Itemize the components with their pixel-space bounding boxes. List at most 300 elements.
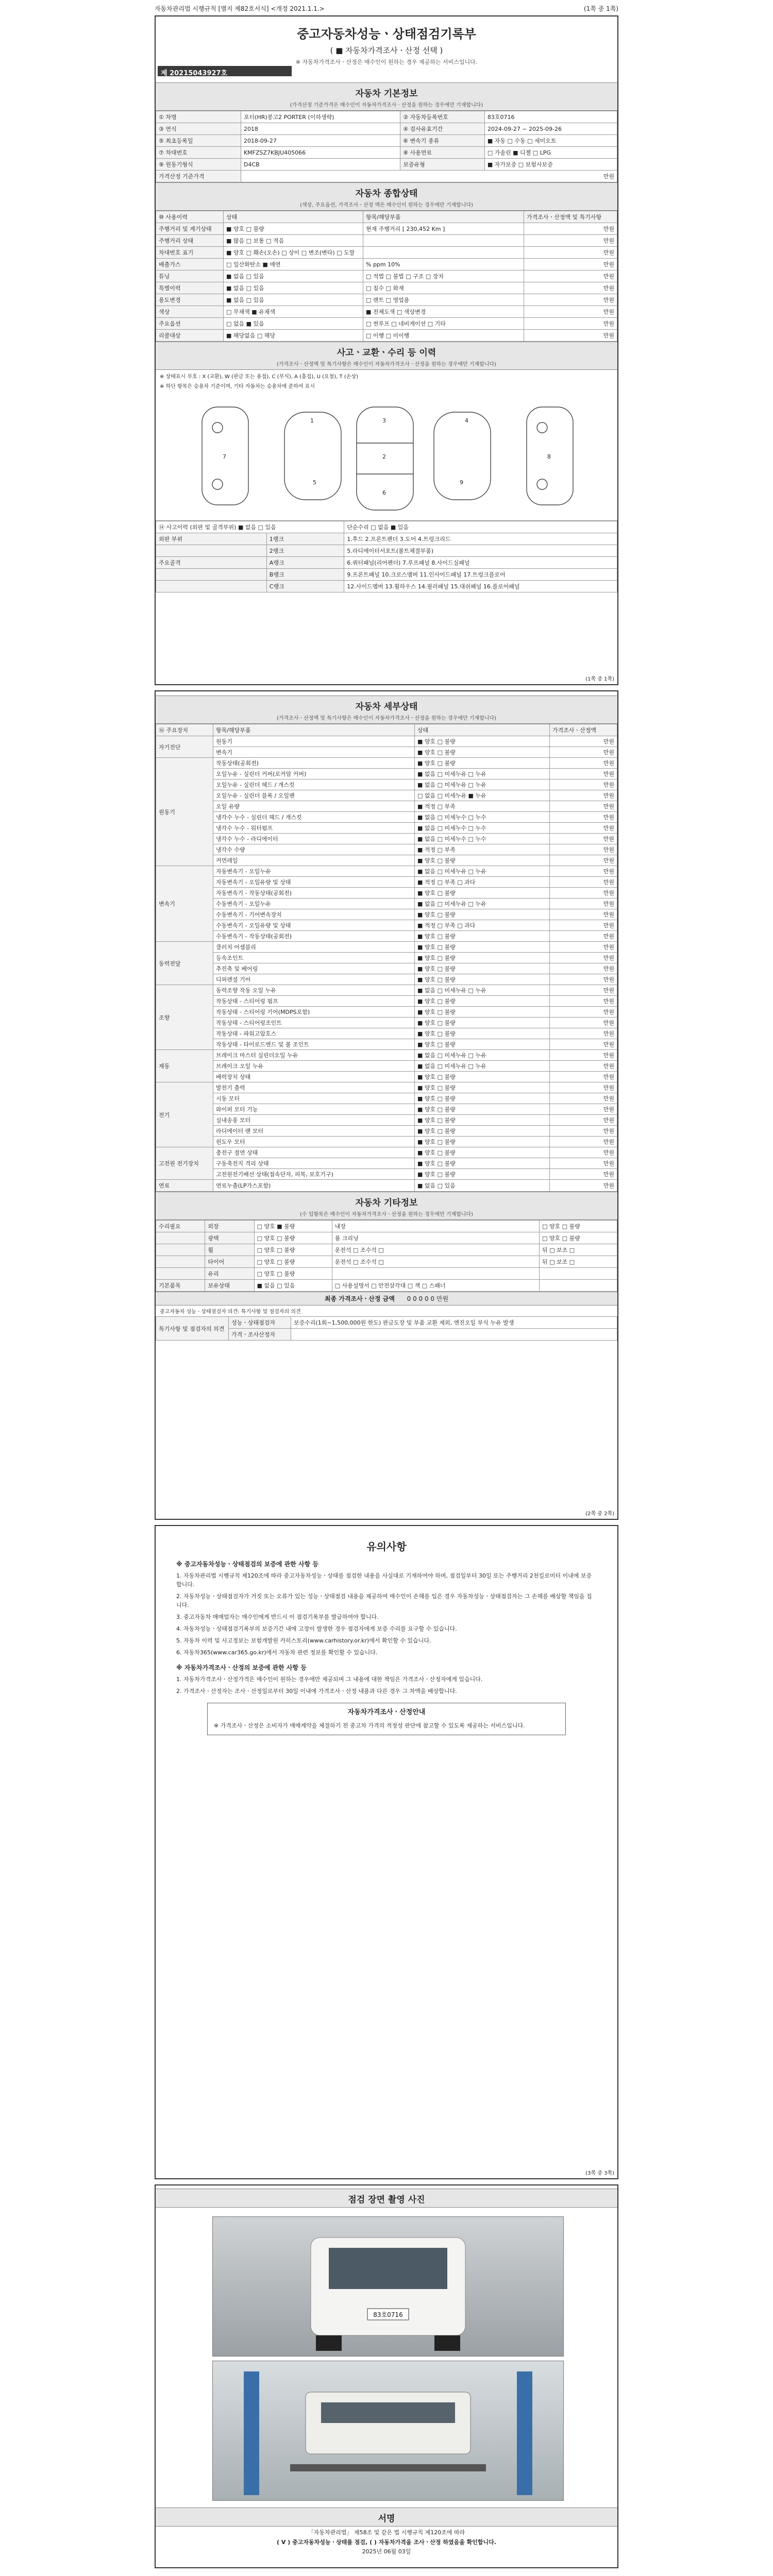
item-label: 디퍼렌셜 기어 <box>213 974 415 985</box>
value-cell: □ 양호 □ 불량 <box>254 1268 332 1280</box>
column-header: ⑯ 주요장치 <box>156 724 213 736</box>
table-row <box>156 866 617 877</box>
item-status: ■ 양호 □ 불량 <box>415 1072 550 1082</box>
item-label: 자동변속기 - 오일누유 <box>213 866 415 877</box>
table-row <box>156 1093 617 1104</box>
table-row <box>156 569 617 581</box>
table-row <box>156 1039 617 1050</box>
table-row <box>156 270 617 282</box>
value-cell: D4CB <box>241 159 400 171</box>
table-row <box>156 899 617 909</box>
item-label: 작동상태 - 스티어링조인트 <box>213 1018 415 1028</box>
label-cell: ① 차명 <box>156 111 241 123</box>
appraisal-guide-text: ※ 가격조사ㆍ산정은 소비자가 매매계약을 체결하기 전 중고차 가격의 적정성 판단에 참고할 수 있도록 제공하는 서비스입니다. <box>214 1722 525 1730</box>
caution-item: 1. 자동차관리법 시행규칙 제120조에 따라 중고자동차성능ㆍ상태를 점검한 내용을 사실대로 기재하여야 하며, 점검일부터 30일 또는 주행거리 2천킬로미터 이내에 보증합니다. <box>176 1572 592 1588</box>
item-status: ■ 양호 □ 불량 <box>415 942 550 953</box>
accident-table <box>156 521 617 592</box>
signature-date: 2025년 06월 03일 <box>362 2548 411 2555</box>
table-row <box>156 1280 617 1292</box>
value-cell: □ 양호 □ 불량 <box>539 1232 617 1244</box>
price-cell: 만원 <box>550 963 617 974</box>
item-label: 발전기 출력 <box>213 1082 415 1093</box>
item-label: 오일 유량 <box>213 801 415 812</box>
price-cell: 만원 <box>550 953 617 963</box>
item-status: ■ 양호 □ 불량 <box>415 963 550 974</box>
item-status: ■ 양호 □ 불량 <box>415 855 550 866</box>
table-row <box>156 1244 617 1256</box>
price-cell: 만원 <box>550 1180 617 1192</box>
item-label: 작동상태 - 파워고압호스 <box>213 1028 415 1039</box>
price-cell: 만원 <box>550 899 617 909</box>
value-cell <box>539 1268 617 1280</box>
price-cell: 만원 <box>550 1115 617 1126</box>
accident-history-note: (가격조사ㆍ산정액 및 특기사항은 매수인이 자동차가격조사ㆍ산정을 원하는 경우에만 기재합니다) <box>276 362 497 367</box>
price-cell: 만원 <box>550 1158 617 1169</box>
value-cell: □ 양호 □ 불량 <box>254 1244 332 1256</box>
price-cell: 만원 <box>550 747 617 758</box>
page-footer: (3쪽 중 3쪽) <box>585 2171 614 2176</box>
item-label: 작동상태 - 스티어링 펌프 <box>213 996 415 1007</box>
value-cell: □ 침수 □ 화재 <box>363 282 524 294</box>
caution-item: 1. 자동차가격조사ㆍ산정가격은 매수인이 원하는 경우에만 제공되며 그 내용에 대한 책임은 가격조사ㆍ산정자에게 있습니다. <box>176 1676 483 1683</box>
legend-text-2: ※ 하단 항목은 승용차 기준이며, 기타 자동차는 승용차에 준하여 표시 <box>160 384 315 389</box>
label-cell: 배출가스 <box>156 259 224 270</box>
value-cell: 6.쿼터패널(리어펜더) 7.루프패널 8.사이드실패널 <box>344 557 617 569</box>
table-row <box>156 1018 617 1028</box>
final-price-label: 최종 가격조사ㆍ산정 금액 <box>324 1295 395 1302</box>
appraiser-opinion <box>291 1329 617 1341</box>
item-status: ■ 적정 □ 부족 <box>415 844 550 855</box>
price-cell: 만원 <box>550 1007 617 1018</box>
value-cell: 5.라디에이터서포트(볼트체결부품) <box>344 545 617 557</box>
sheet-1 <box>155 15 618 685</box>
column-header: 가격조사ㆍ산정액 <box>550 724 617 736</box>
document-number: 제 20215043927호 <box>158 66 292 76</box>
basic-info-table <box>156 111 617 182</box>
item-label: 실내송풍 모터 <box>213 1115 415 1126</box>
item-label: 작동상태 - 스티어링 기어(MDPS포함) <box>213 1007 415 1018</box>
table-row <box>156 736 617 747</box>
value-cell: □ 적법 □ 불법 □ 구조 □ 장치 <box>363 270 524 282</box>
table-row <box>156 996 617 1007</box>
item-status: ■ 없음 □ 미세누유 □ 누유 <box>415 769 550 779</box>
price-cell: 만원 <box>550 736 617 747</box>
simple-repair-row: 단순수리 □ 없음 ■ 있음 <box>344 521 617 533</box>
item-status: ■ 없음 □ 미세누유 □ 누유 <box>415 866 550 877</box>
item-label: 배력장치 상태 <box>213 1072 415 1082</box>
detail-status-table <box>156 724 617 1192</box>
group-label: 전기 <box>156 1082 213 1147</box>
price-cell: 만원 <box>524 235 617 247</box>
label-cell: 1랭크 <box>266 533 344 545</box>
sheet-2 <box>155 690 618 1520</box>
table-row <box>156 533 617 545</box>
price-cell: 만원 <box>524 270 617 282</box>
basic-info-header <box>156 82 617 111</box>
item-label: 고전원전기배선 상태(접속단자, 피복, 보호기구) <box>213 1169 415 1180</box>
price-cell: 만원 <box>550 985 617 996</box>
opinion-table <box>156 1316 617 1341</box>
group-label: 제동 <box>156 1050 213 1082</box>
item-status: ■ 양호 □ 불량 <box>415 736 550 747</box>
price-cell: 만원 <box>550 834 617 844</box>
item-status: ■ 없음 □ 미세누유 □ 누유 <box>415 899 550 909</box>
caution-section-2: ※ 자동차가격조사ㆍ산정의 보증에 관한 사항 등 <box>176 1664 307 1672</box>
signature-title: 서명 <box>378 2514 395 2524</box>
svg-text:6: 6 <box>382 489 386 496</box>
signature-header <box>156 2507 617 2527</box>
price-cell: 만원 <box>550 1039 617 1050</box>
signature-text-2: ( V ) 중고자동차성능ㆍ상태를 점검, ( ) 자동차가격을 조사ㆍ산정 하였음을 확인합니다. <box>277 2538 496 2546</box>
item-status: ■ 양호 □ 불량 <box>415 1018 550 1028</box>
value-cell: □ 무채색 ■ 유채색 <box>224 306 363 318</box>
table-row <box>156 888 617 899</box>
item-status: ■ 없음 □ 미세누수 □ 누수 <box>415 812 550 823</box>
table-row <box>156 920 617 931</box>
label-cell: 광택 <box>205 1232 254 1244</box>
value-cell: ■ 양호 □ 불량 <box>224 223 363 235</box>
label-cell: ⑨ 원동기형식 <box>156 159 241 171</box>
photo-title: 점검 장면 촬영 사진 <box>348 2195 425 2205</box>
label-cell: 리콜대상 <box>156 330 224 342</box>
item-label: 냉각수 수량 <box>213 844 415 855</box>
column-header: 상태 <box>415 724 550 736</box>
table-row <box>156 171 617 182</box>
price-cell: 만원 <box>524 330 617 342</box>
label-cell: B랭크 <box>266 569 344 581</box>
price-cell: 만원 <box>550 974 617 985</box>
table-row <box>156 747 617 758</box>
price-cell: 만원 <box>550 801 617 812</box>
table-row <box>156 844 617 855</box>
value-cell: ■ 전체도색 □ 색상변경 <box>363 306 524 318</box>
table-row <box>156 1221 617 1232</box>
overall-status-title: 자동차 종합상태 <box>355 189 418 199</box>
price-cell: 만원 <box>550 823 617 834</box>
column-header: 항목/해당부품 <box>363 211 524 223</box>
appraiser-label: 가격ㆍ조사산정자 <box>229 1329 291 1341</box>
basic-info-note: (가격산정 기준가격은 매수인이 자동차가격조사 · 산정을 원하는 경우에만 기재합니다) <box>290 103 483 108</box>
value-cell: ■ 없음 □ 있음 <box>224 294 363 306</box>
item-label: 수동변속기 - 기어변속장치 <box>213 909 415 920</box>
sheet-3 <box>155 1525 618 2179</box>
table-row <box>156 1137 617 1147</box>
label-cell <box>156 1268 205 1280</box>
value-cell: 포터(HR)봉고2 PORTER (이하생략) <box>241 111 400 123</box>
price-cell: 만원 <box>524 223 617 235</box>
price-cell: 만원 <box>550 1082 617 1093</box>
item-status: ■ 양호 □ 불량 <box>415 1147 550 1158</box>
price-cell: 만원 <box>550 1147 617 1158</box>
value-cell: 내장 <box>332 1221 539 1232</box>
item-status: ■ 양호 □ 불량 <box>415 1115 550 1126</box>
opinion-label: 특기사항 및 점검자의 의견 <box>156 1317 229 1341</box>
price-label: 가격산정 기준가격 <box>156 171 241 182</box>
table-row <box>156 974 617 985</box>
label-cell: ③ 연식 <box>156 123 241 135</box>
table-header-row <box>156 211 617 223</box>
table-row <box>156 1256 617 1268</box>
value-cell: □ 없음 ■ 있음 <box>224 318 363 330</box>
caution-section-1: ※ 중고자동차성능ㆍ상태점검의 보증에 관한 사항 등 <box>176 1561 318 1568</box>
label-cell: ② 자동차등록번호 <box>400 111 485 123</box>
item-label: 자동변속기 - 작동상태(공회전) <box>213 888 415 899</box>
svg-text:5: 5 <box>313 479 316 486</box>
legend-text: ※ 상태표시 부호 : X (교환), W (판금 또는 용접), C (부식), A (흠집), U (요철), T (손상) <box>160 374 359 380</box>
table-row <box>156 758 617 769</box>
value-cell: ■ 없음 □ 있음 <box>224 282 363 294</box>
table-row <box>156 1115 617 1126</box>
group-label: 조향 <box>156 985 213 1050</box>
group-label: 연료 <box>156 1180 213 1192</box>
item-label: 수동변속기 - 작동상태(공회전) <box>213 931 415 942</box>
price-cell: 만원 <box>550 1018 617 1028</box>
label-cell: ⑤ 최초등록일 <box>156 135 241 147</box>
table-row <box>156 1147 617 1158</box>
price-cell: 만원 <box>524 259 617 270</box>
item-label: 냉각수 누수 - 워터펌프 <box>213 823 415 834</box>
page-footer: (1쪽 중 1쪽) <box>585 676 614 682</box>
price-cell: 만원 <box>524 294 617 306</box>
item-status: ■ 양호 □ 불량 <box>415 1158 550 1169</box>
price-cell: 만원 <box>550 877 617 888</box>
table-row <box>156 123 617 135</box>
appraisal-guide-box <box>207 1703 566 1735</box>
lift-photo-illustration <box>213 2361 563 2500</box>
item-status: ■ 양호 □ 불량 <box>415 1028 550 1039</box>
item-label: 수동변속기 - 오일유량 및 상태 <box>213 920 415 931</box>
item-status: ■ 적정 □ 부족 <box>415 801 550 812</box>
detail-status-title: 자동차 세부상태 <box>355 702 418 712</box>
price-cell: 만원 <box>550 855 617 866</box>
label-cell: 주행거리 상태 <box>156 235 224 247</box>
label-cell <box>156 1244 205 1256</box>
table-row <box>156 1317 617 1329</box>
label-cell: 용도변경 <box>156 294 224 306</box>
signature-text-1: 「자동차관리법」 제58조 및 같은 법 시행규칙 제120조에 따라 <box>308 2529 465 2536</box>
value-cell: ■ 없음 □ 있음 <box>224 270 363 282</box>
car-diagram <box>156 392 617 521</box>
item-status: ■ 양호 □ 불량 <box>415 1104 550 1115</box>
table-row <box>156 1061 617 1072</box>
table-row <box>156 294 617 306</box>
label-cell: 주요옵션 <box>156 318 224 330</box>
item-status: ■ 없음 □ 미세누수 □ 누수 <box>415 834 550 844</box>
value-cell: 83호0716 <box>484 111 617 123</box>
overall-status-header <box>156 182 617 211</box>
table-row <box>156 111 617 123</box>
table-row <box>156 1050 617 1061</box>
table-row <box>156 1072 617 1082</box>
item-label: 라디에이터 팬 모터 <box>213 1126 415 1137</box>
item-label: 와이퍼 모터 기능 <box>213 1104 415 1115</box>
basic-info-title: 자동차 기본정보 <box>355 89 418 99</box>
column-header: 상태 <box>224 211 363 223</box>
label-cell: 주요골격 <box>156 557 267 569</box>
label-cell <box>156 1256 205 1268</box>
value-cell: 뒤 □ 보조 □ <box>539 1244 617 1256</box>
table-row <box>156 779 617 790</box>
label-cell <box>156 569 267 581</box>
label-cell: 보유상태 <box>205 1280 254 1292</box>
other-info-header <box>156 1192 617 1220</box>
svg-text:7: 7 <box>223 453 226 460</box>
page-subtitle: ( ■ 자동차가격조사ㆍ산정 선택 ) <box>330 46 443 55</box>
value-cell: 운전석 □ 조수석 □ <box>332 1244 539 1256</box>
price-cell: 만원 <box>524 318 617 330</box>
value-cell: □ 렌트 □ 영업용 <box>363 294 524 306</box>
item-status: ■ 양호 □ 불량 <box>415 1093 550 1104</box>
value-cell: ■ 없음 □ 있음 <box>254 1280 332 1292</box>
car-front-view <box>284 412 341 500</box>
table-row <box>156 306 617 318</box>
table-row <box>156 581 617 592</box>
table-row <box>156 1180 617 1192</box>
svg-text:4: 4 <box>465 417 468 424</box>
value-cell: ■ 자가보증 □ 보험사보증 <box>484 159 617 171</box>
table-row <box>156 135 617 147</box>
caution-title: 유의사항 <box>366 1540 407 1553</box>
value-cell: 2018 <box>241 123 400 135</box>
item-status: ■ 없음 □ 미세누수 □ 누수 <box>415 823 550 834</box>
value-cell: 2024-09-27 ~ 2025-09-26 <box>484 123 617 135</box>
item-status: ■ 양호 □ 불량 <box>415 1007 550 1018</box>
value-cell: ■ 해당없음 □ 해당 <box>224 330 363 342</box>
group-label: 자기진단 <box>156 736 213 758</box>
table-row <box>156 147 617 159</box>
table-row <box>156 1104 617 1115</box>
accident-row: ⑭ 사고이력 (외판 및 골격부위) ■ 없음 □ 있음 <box>156 521 344 533</box>
table-row <box>156 877 617 888</box>
vehicle-front-photo <box>212 2216 564 2357</box>
appraisal-guide-title: 자동차가격조사ㆍ산정안내 <box>347 1708 426 1717</box>
table-row <box>156 953 617 963</box>
value-cell: 2018-09-27 <box>241 135 400 147</box>
item-label: 동력조향 작동 오일 누유 <box>213 985 415 996</box>
item-status: ■ 적정 □ 부족 □ 과다 <box>415 920 550 931</box>
table-row <box>156 521 617 533</box>
price-cell: 만원 <box>550 1126 617 1137</box>
price-cell: 만원 <box>550 920 617 931</box>
table-row <box>156 985 617 996</box>
value-cell: 뒤 □ 보조 □ <box>539 1256 617 1268</box>
price-cell: 만원 <box>524 282 617 294</box>
signature-block <box>156 2528 617 2557</box>
inspector-opinion: 보증수리(1회~1,500,000원 한도) 판금도장 및 부품 교환 제외, 엔진오일 부식 누유 발생 <box>291 1317 617 1329</box>
label-cell: 기본품목 <box>156 1280 205 1292</box>
item-status: ■ 양호 □ 불량 <box>415 1126 550 1137</box>
value-cell: 12.사이드멤버 13.휠하우스 14.필러패널 15.대쉬패널 16.플로어패널 <box>344 581 617 592</box>
label-cell: 유리 <box>205 1268 254 1280</box>
item-status: □ 없음 □ 미세누유 ■ 누유 <box>415 790 550 801</box>
price-cell: 만원 <box>550 996 617 1007</box>
label-cell: 특별이력 <box>156 282 224 294</box>
price-cell: 만원 <box>550 1050 617 1061</box>
table-row <box>156 790 617 801</box>
item-status: ■ 양호 □ 불량 <box>415 996 550 1007</box>
table-row <box>156 942 617 953</box>
group-label: 고전원 전기장치 <box>156 1147 213 1180</box>
label-cell: ⑥ 변속기 종류 <box>400 135 485 147</box>
caution-item: 3. 중고자동차 매매업자는 매수인에게 반드시 이 점검기록부를 발급하여야 합니다. <box>176 1614 379 1621</box>
item-status: ■ 없음 □ 미세누유 □ 누유 <box>415 1050 550 1061</box>
item-label: 원동기 <box>213 736 415 747</box>
overall-status-note: (색상, 주요옵션, 가격조사ㆍ산정 액은 매수인이 원하는 경우에만 기재합니다) <box>300 202 473 208</box>
value-cell: 운전석 □ 조수석 □ <box>332 1256 539 1268</box>
price-cell: 만원 <box>550 769 617 779</box>
table-row <box>156 318 617 330</box>
form-page-count: (1쪽 중 1쪽) <box>583 5 618 12</box>
price-cell: 만원 <box>550 790 617 801</box>
table-header-row <box>156 724 617 736</box>
value-cell: □ 일산화탄소 ■ 매연 <box>224 259 363 270</box>
label-cell: 외장 <box>205 1221 254 1232</box>
table-row <box>156 963 617 974</box>
table-row <box>156 223 617 235</box>
value-cell: □ 썬루프 □ 네비게이션 □ 기타 <box>363 318 524 330</box>
label-cell: 2랭크 <box>266 545 344 557</box>
final-price-value: 0 0 0 0 0 만원 <box>407 1295 449 1302</box>
caution-item: 6. 자동차365(www.car365.go.kr)에서 자동차 관련 정보를 확인할 수 있습니다. <box>176 1649 378 1656</box>
form-regulation: 자동차관리법 시행규칙 [별지 제82호서식] <개정 2021.1.1.> <box>155 5 325 12</box>
inspector-label: 성능ㆍ상태점검자 <box>229 1317 291 1329</box>
table-row <box>156 812 617 823</box>
table-row <box>156 1126 617 1137</box>
price-unit: 만원 <box>241 171 617 182</box>
item-label: 시동 모터 <box>213 1093 415 1104</box>
item-label: 윈도우 모터 <box>213 1137 415 1147</box>
item-label: 연료누출(LP가스포함) <box>213 1180 415 1192</box>
svg-text:9: 9 <box>460 479 463 486</box>
detail-status-header <box>156 696 617 724</box>
label-cell <box>156 1232 205 1244</box>
price-cell: 만원 <box>550 1072 617 1082</box>
value-cell <box>363 247 524 259</box>
table-row <box>156 259 617 270</box>
other-info-note: (수 입항목은 매수인이 자동차가격조사ㆍ산정을 원하는 경우에만 기재합니다) <box>300 1212 473 1217</box>
price-cell: 만원 <box>550 866 617 877</box>
form-header <box>0 0 773 14</box>
table-row <box>156 909 617 920</box>
item-status: ■ 양호 □ 불량 <box>415 1169 550 1180</box>
photo-header <box>156 2189 617 2208</box>
value-cell <box>539 1280 617 1292</box>
column-header: 가격조사ㆍ산정액 및 특기사항 <box>524 211 617 223</box>
column-header: ⑩ 사용이력 <box>156 211 224 223</box>
opinion-text: 중고자동차 성능ㆍ상태점검자 의견: 특기사항 및 점검자의 의견 <box>160 1309 301 1315</box>
accident-history-header <box>156 342 617 370</box>
label-cell: ⑦ 차대번호 <box>156 147 241 159</box>
label-cell: 주행거리 및 계기상태 <box>156 223 224 235</box>
table-row <box>156 834 617 844</box>
item-label: 수동변속기 - 오일누유 <box>213 899 415 909</box>
item-status: ■ 양호 □ 불량 <box>415 1137 550 1147</box>
value-cell: □ 이행 □ 미이행 <box>363 330 524 342</box>
item-label: 클러치 어셈블리 <box>213 942 415 953</box>
price-cell: 만원 <box>550 888 617 899</box>
truck-photo-illustration <box>213 2217 563 2356</box>
item-status: ■ 없음 □ 있음 <box>415 1180 550 1192</box>
value-cell: KMFZSZ7KBJU405066 <box>241 147 400 159</box>
group-label: 원동기 <box>156 758 213 866</box>
value-cell <box>363 235 524 247</box>
other-info-table <box>156 1220 617 1292</box>
label-cell: 휠 <box>205 1244 254 1256</box>
price-cell: 만원 <box>524 247 617 259</box>
license-plate: 83호0716 <box>373 2311 403 2318</box>
table-row <box>156 1232 617 1244</box>
value-cell: □ 양호 □ 불량 <box>254 1256 332 1268</box>
